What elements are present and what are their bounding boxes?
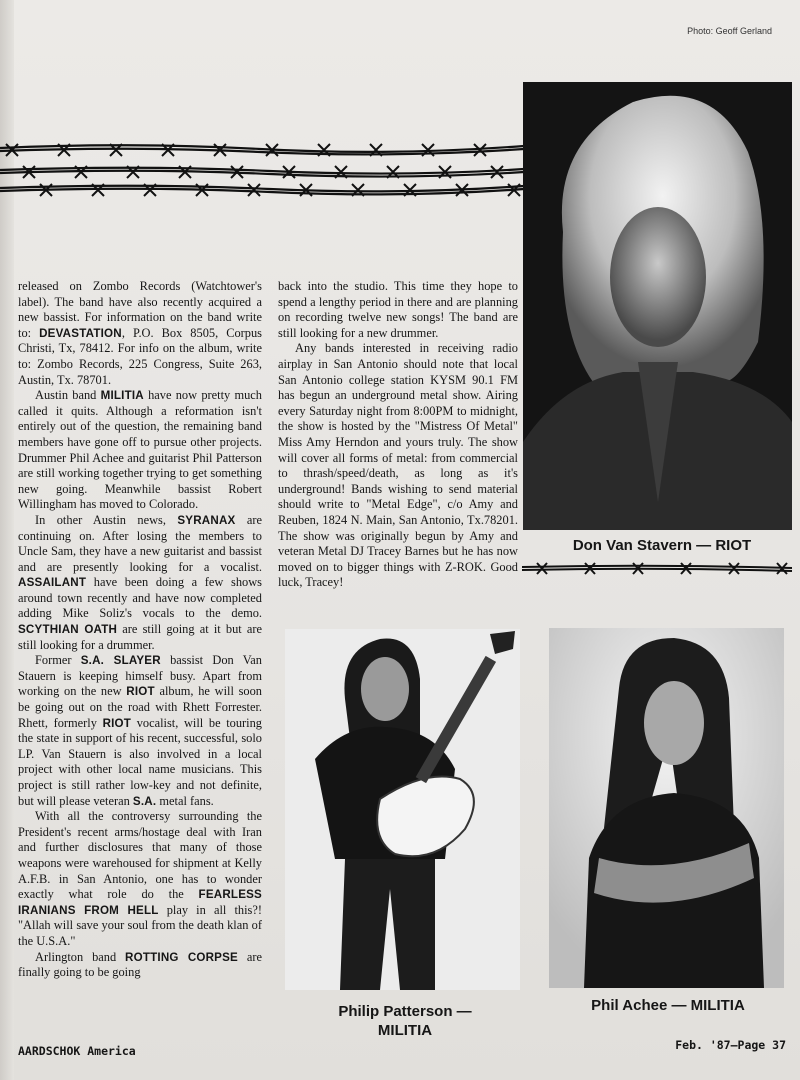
photo-don-van-stavern	[523, 82, 792, 530]
caption-line: MILITIA	[377, 1022, 433, 1039]
paragraph: In other Austin news, SYRANAX are continuing on. After losing the members to Uncle Sam, they have a new guitarist and bassist and are presently looking for a vocalist. ASSAILANT have been doing a few shows around town recently and have now completed adding Mike Soliz's vocals to the demo. SCYTHIAN OATH are still going at it but are still looking for a drummer.	[18, 512, 262, 652]
barb	[491, 166, 503, 178]
caption-line: Philip Patterson —	[338, 1003, 472, 1020]
paragraph: With all the controversy surrounding the President's recent arms/hostage deal with Iran and further disclosures that many of those weapons were warehoused for shipment at Kelly A.F.B. in San Antonio, one has to wonder exactly what role do the FEARLESS IRANIANS FROM HELL play in all this?! "Allah will save your soul from the death klan of the U.S.A."	[18, 809, 262, 948]
caption-don-van-stavern: Don Van Stavern — RIOT	[572, 537, 752, 554]
portrait-silhouette	[523, 82, 792, 530]
barbed-wire-graphic	[0, 132, 524, 204]
photo-credit: Photo: Geoff Gerland	[687, 26, 772, 36]
paragraph: Any bands interested in receiving radio airplay in San Antonio should note that local San Antonio college station KYSM 90.1 FM has begun an underground metal show. Airing every Saturday night from 8:00PM to midnight, the show is hosted by the "Mistress Of Metal" Miss Amy Herndon and yours truly. The show will cover all forms of metal: from commercial to thrash/speed/death, as long as it's underground! Bands wishing to send material should write to "Metal Edge", c/o Amy and Reuben, 1824 N. Main, San Antonio, Tx.78201. The show was originally begun by Amy and veteran Metal DJ Tracey Barnes but he has now moved on to bigger things with Z-ROK. Good luck, Tracey!	[278, 341, 518, 590]
barbed-wire-divider	[522, 557, 792, 581]
portrait-drummer	[549, 628, 784, 988]
article-column-left	[18, 279, 262, 981]
photo-phil-achee	[549, 628, 784, 988]
paragraph: released on Zombo Records (Watchtower's label). The band have also recently acquired a new bassist. For information on the band write to: DEVASTATION, P.O. Box 8505, Corpus Christi, Tx, 78412. For info on the album, write to: Zombo Records, 225 Congress, Suite 263, Austin, Tx. 78701.	[18, 279, 262, 387]
barb	[248, 184, 260, 196]
portrait-guitarist	[285, 629, 520, 990]
caption-philip-patterson	[290, 1002, 520, 1040]
footer-page-number: Feb. '87—Page 37	[675, 1038, 786, 1052]
barb	[537, 563, 547, 574]
caption-phil-achee: Phil Achee — MILITIA	[591, 997, 745, 1014]
article-column-right	[278, 279, 518, 591]
photo-philip-patterson	[285, 629, 520, 990]
paragraph: Arlington band ROTTING CORPSE are finally going to be going	[18, 949, 262, 980]
paragraph: Austin band MILITIA have now pretty much called it quits. Although a reformation isn't entirely out of the question, the remaining band members have gone off to pursue other projects. Drummer Phil Achee and guitarist Phil Patterson are still working together trying to get something new going. Meanwhile bassist Robert Willingham has moved to Colorado.	[18, 388, 262, 512]
barb	[729, 563, 739, 574]
paragraph: back into the studio. This time they hope to spend a lengthy period in there and are planning on recording twelve new songs! The band are still looking for a new drummer.	[278, 279, 518, 340]
footer-publication: AARDSCHOK America	[18, 1044, 136, 1058]
paragraph: Former S.A. SLAYER bassist Don Van Stauern is keeping himself busy. Apart from working on the new RIOT album, he will soon be going out on the road with Rhett Forrester. Rhett, formerly RIOT vocalist, will be touring the state in support of his recent, successful, solo LP. Van Stauern is also involved in a local project with other local name musicians. This project is still rather low-key and not definite, but will please veteran S.A. metal fans.	[18, 653, 263, 808]
